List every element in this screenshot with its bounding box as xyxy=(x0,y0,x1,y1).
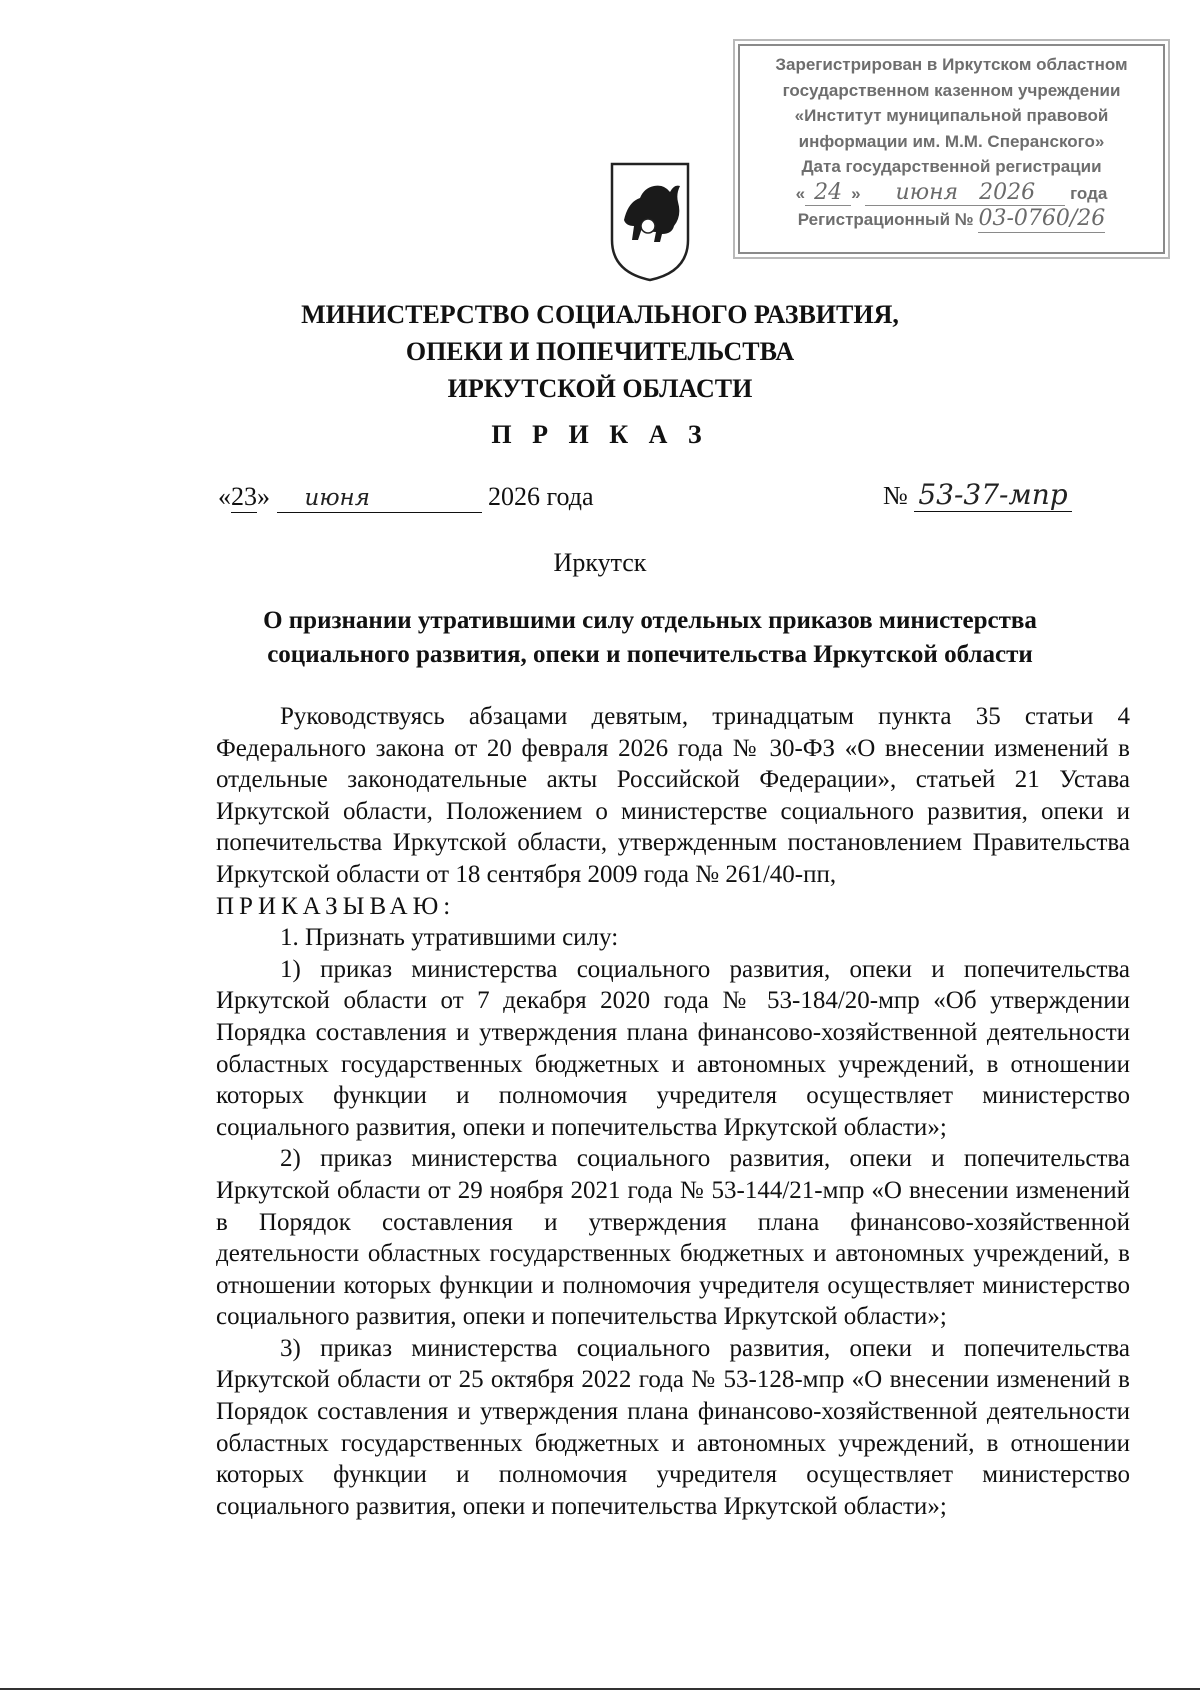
stamp-line-3: «Институт муниципальной правовой xyxy=(794,106,1109,125)
order-number-label: № xyxy=(883,481,908,510)
order-title xyxy=(210,604,1090,672)
ministry-header xyxy=(0,296,1200,407)
ministry-header-line-3: ИРКУТСКОЙ ОБЛАСТИ xyxy=(447,374,753,403)
order-date-month: июня xyxy=(304,485,370,511)
stamp-date-suffix: года xyxy=(1070,183,1108,203)
stamp-date-open: « xyxy=(795,183,806,203)
order-title-line-2: социального развития, опеки и попечительства Иркутской области xyxy=(267,641,1033,668)
ministry-header-line-1: МИНИСТЕРСТВО СОЦИАЛЬНОГО РАЗВИТИЯ, xyxy=(301,300,899,329)
stamp-reg-label: Регистрационный № xyxy=(797,210,974,229)
subitem-1-paragraph: 1) приказ министерства социального развития, опеки и попечительства Иркутской области от 7 декабря 2020 года № 53-184/20-мпр «Об утверждении Порядка составления и утверждения плана финансово-хозяйственной деятельности областных государственных бюджетных и автономных учреждений, в отношении которых функции и полномочия учредителя осуществляет министерство социального развития, опеки и попечительства Иркутской области»; xyxy=(216,955,1130,1141)
document-type: П Р И К А З xyxy=(491,420,709,449)
subitem-2-paragraph: 2) приказ министерства социального развития, опеки и попечительства Иркутской области от 29 ноября 2021 года № 53-144/21-мпр «О внесении изменений в Порядок составления и утверждения плана финансово-хозяйственной деятельности областных государственных бюджетных и автономных учреждений, в отношении которых функции и полномочия учредителя осуществляет министерство социального развития, опеки и попечительства Иркутской области»; xyxy=(216,1145,1130,1331)
stamp-line-1: Зарегистрирован в Иркутском областном xyxy=(775,55,1128,74)
stamp-line-5: Дата государственной регистрации xyxy=(801,157,1102,176)
page-bottom-edge xyxy=(0,1688,1200,1690)
stamp-reg-row xyxy=(740,206,1163,233)
order-date-close: » xyxy=(257,482,270,511)
ministry-header-line-2: ОПЕКИ И ПОПЕЧИТЕЛЬСТВА xyxy=(405,337,795,366)
stamp-date-close: » xyxy=(851,183,861,203)
order-number xyxy=(883,478,1072,512)
stamp-date-month-year xyxy=(865,180,1065,207)
preamble-paragraph: Руководствуясь абзацами девятым, тринадцатым пункта 35 статьи 4 Федерального закона от 20 февраля 2026 года № 30-ФЗ «О внесении изменений в отдельные законодательные акты Российской Федерации», статьей 21 Устава Иркутской области, Положением о министерстве социального развития, опеки и попечительства Иркутской области, утвержденным постановлением Правительства Иркутской области от 18 сентября 2009 года № 261/40-пп, xyxy=(216,703,1130,888)
order-body xyxy=(216,701,1130,1522)
stamp-reg-number: 03-0760/26 xyxy=(978,206,1106,231)
order-date-day: 23 xyxy=(231,482,257,511)
order-number-value: 53-37-мпр xyxy=(914,478,1071,512)
order-date xyxy=(218,482,594,513)
stamp-date-year: 2026 xyxy=(979,179,1036,205)
stamp-line-4: информации им. М.М. Сперанского» xyxy=(798,131,1105,151)
order-date-open: « xyxy=(218,482,231,511)
item-1-paragraph: 1. Признать утратившими силу: xyxy=(280,924,619,952)
order-date-year: 2026 года xyxy=(488,482,594,511)
stamp-date-day: 24 xyxy=(805,180,851,207)
order-title-line-1: О признании утратившими силу отдельных приказов министерства xyxy=(263,607,1037,634)
city-name: Иркутск xyxy=(553,548,647,577)
registration-stamp xyxy=(738,44,1165,254)
stamp-date-month: июня xyxy=(895,179,959,205)
stamp-line-2: государственном казенном учреждении xyxy=(782,80,1121,100)
order-date-month-field xyxy=(277,482,482,513)
subitem-3-paragraph: 3) приказ министерства социального развития, опеки и попечительства Иркутской области от 25 октября 2022 года № 53-128-мпр «О внесении изменений в Порядок составления и утверждения плана финансово-хозяйственной деятельности областных государственных бюджетных и автономных учреждений, в отношении которых функции и полномочия учредителя осуществляет министерство социального развития, опеки и попечительства Иркутской области»; xyxy=(216,1334,1130,1520)
order-word: ПРИКАЗЫВАЮ: xyxy=(216,892,456,920)
coat-of-arms-emblem xyxy=(610,162,690,282)
stamp-date-row xyxy=(740,180,1163,207)
